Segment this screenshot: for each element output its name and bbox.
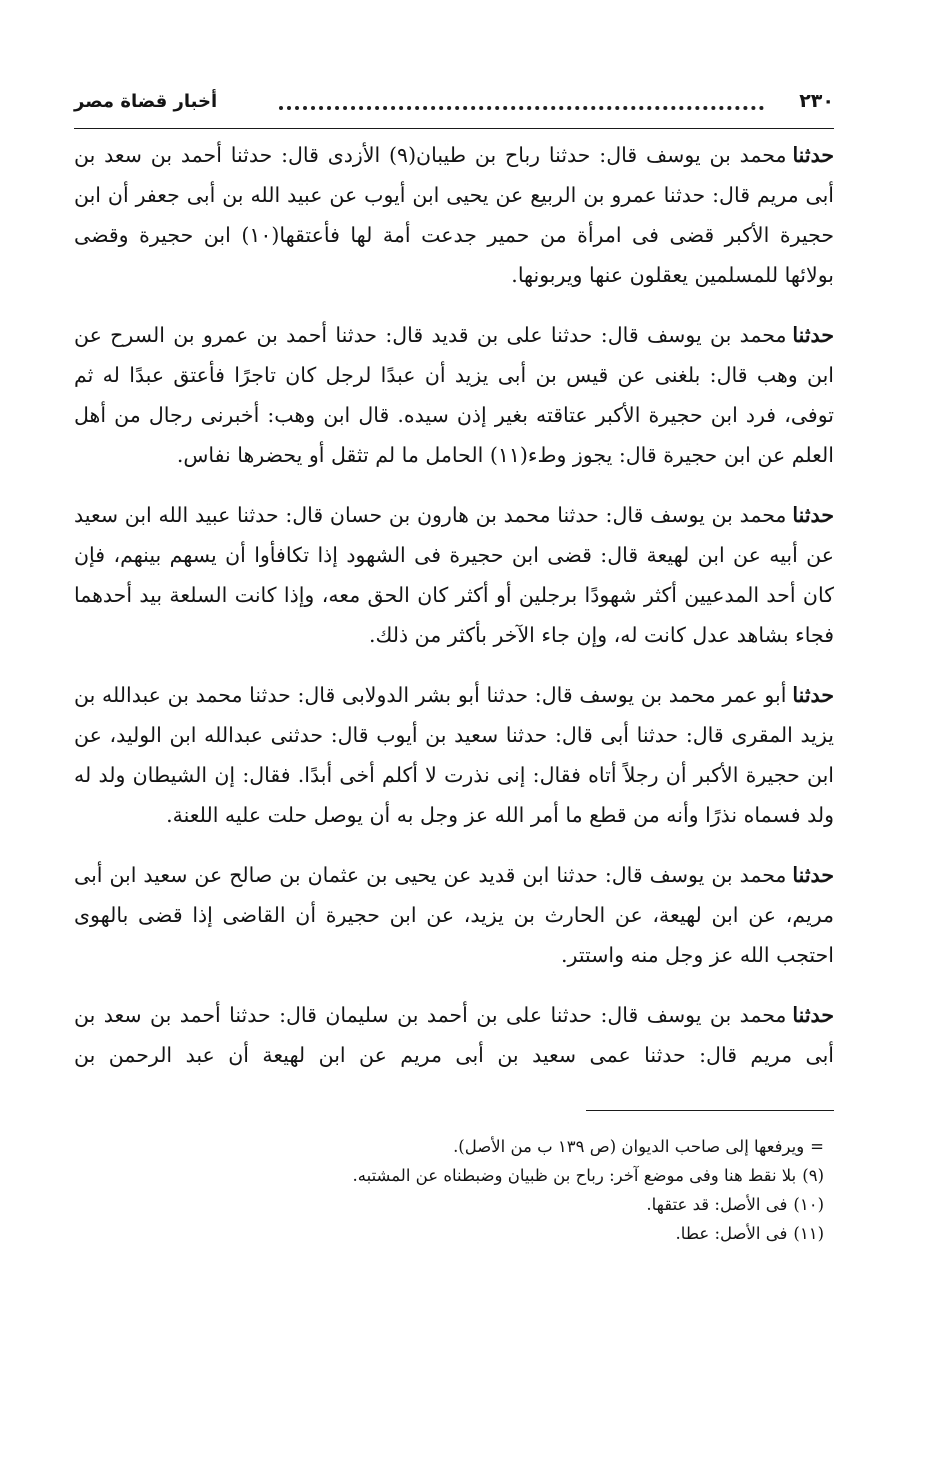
paragraph-lead: حدثنا	[792, 323, 834, 347]
footnote	[124, 1161, 824, 1190]
footnotes	[124, 1132, 824, 1248]
header-dot-leader	[279, 106, 764, 110]
paragraph-text: أبو عمر محمد بن يوسف قال: حدثنا أبو بشر الدولابى قال: حدثنا محمد بن عبدالله بن يزيد المقرى قال: حدثنا أبى قال: حدثنا سعيد بن أيوب قال: حدثنى عبدالله ابن الوليد، عن ابن حجيرة الأكبر أن رجلاً أتاه فقال: إنى نذرت لا أكلم أخى أبدًا. فقال: إن الشيطان ولد له ولد فسماه نذرًا وأنه من قطع ما أمر الله عز وجل به أن يوصل حلت عليه اللعنة.	[74, 683, 834, 827]
page-number: ٢٣٠	[799, 90, 834, 112]
paragraph-text: محمد بن يوسف قال: حدثنا على بن أحمد بن سليمان قال: حدثنا أحمد بن سعد بن أبى مريم قال: حدثنا عمى سعيد بن أبى مريم عن ابن لهيعة أن عبد الرحمن بن	[74, 1003, 834, 1067]
paragraph-lead: حدثنا	[792, 863, 834, 887]
paragraph	[74, 995, 834, 1075]
footnote-text: فى الأصل: عطا.	[675, 1224, 788, 1243]
footnote-text: ويرفعها إلى صاحب الديوان (ص ١٣٩ ب من الأصل).	[453, 1137, 805, 1156]
paragraph-lead: حدثنا	[792, 143, 835, 167]
paragraph-text: محمد بن يوسف قال: حدثنا ابن قديد عن يحيى بن عثمان بن صالح عن سعيد ابن أبى مريم، عن ابن لهيعة، عن الحارث بن يزيد، عن ابن حجيرة أن القاضى إذا قضى بالهوى احتجب الله عز وجل منه واستتر.	[74, 863, 834, 967]
footnote	[124, 1190, 824, 1219]
footnote	[124, 1219, 824, 1248]
footnote-text: فى الأصل: قد عتقها.	[646, 1195, 788, 1214]
paragraph-lead: حدثنا	[792, 1003, 834, 1027]
paragraph	[74, 855, 834, 975]
paragraph	[74, 135, 834, 295]
paragraph	[74, 495, 834, 655]
book-page	[74, 88, 835, 1243]
paragraph-text: محمد بن يوسف قال: حدثنا على بن قديد قال: حدثنا أحمد بن عمرو بن السرح عن ابن وهب قال: بلغنى عن قيس بن أبى يزيد أن عبدًا لرجل كان تاجرًا فأعتق عبدًا له ثم توفى، فرد ابن حجيرة الأكبر عتاقته بغير إذن سيده. قال ابن وهب: أخبرنى رجال من أهل العلم عن ابن حجيرة قال: يجوز وطء(١١) الحامل ما لم تثقل أو يحضرها نفاس.	[74, 323, 834, 467]
paragraph	[74, 315, 834, 475]
footnote-divider	[586, 1110, 834, 1111]
footnote	[124, 1132, 824, 1161]
running-title: أخبار قضاة مصر	[74, 91, 218, 112]
main-text	[74, 135, 834, 1075]
paragraph-lead: حدثنا	[792, 683, 834, 707]
page-header	[74, 88, 834, 129]
footnote-text: بلا نقط هنا وفى موضع آخر: رباح بن ظبيان وضبطناه عن المشتبه.	[352, 1166, 797, 1185]
paragraph-text: محمد بن يوسف قال: حدثنا رباح بن طيبان(٩) الأزدى قال: حدثنا أحمد بن سعد بن أبى مريم قال: حدثنا عمرو بن الربيع عن يحيى ابن أيوب عن عبيد الله بن أبى جعفر أن ابن حجيرة الأكبر قضى فى امرأة من حمير جدعت أمة لها فأعتقها(١٠) ابن حجيرة وقضى بولائها للمسلمين يعقلون عنها ويربونها.	[74, 143, 834, 287]
footnote-mark: (١١)	[793, 1224, 824, 1243]
paragraph-lead: حدثنا	[792, 503, 834, 527]
footnote-mark: (١٠)	[793, 1195, 824, 1214]
paragraph	[74, 675, 834, 835]
footnote-mark: (٩)	[802, 1166, 824, 1185]
paragraph-text: محمد بن يوسف قال: حدثنا محمد بن هارون بن حسان قال: حدثنا عبيد الله ابن سعيد عن أبيه عن ابن لهيعة قال: قضى ابن حجيرة فى الشهود إذا تكافأوا أن يسهم بينهم، فإن كان أحد المدعيين أكثر شهودًا برجلين أو أكثر كان الحق معه، وإذا كانت السلعة بيد أحدهما فجاء بشاهد عدل كانت له، وإن جاء الآخر بأكثر من ذلك.	[74, 503, 834, 647]
footnote-mark: =	[810, 1137, 824, 1156]
